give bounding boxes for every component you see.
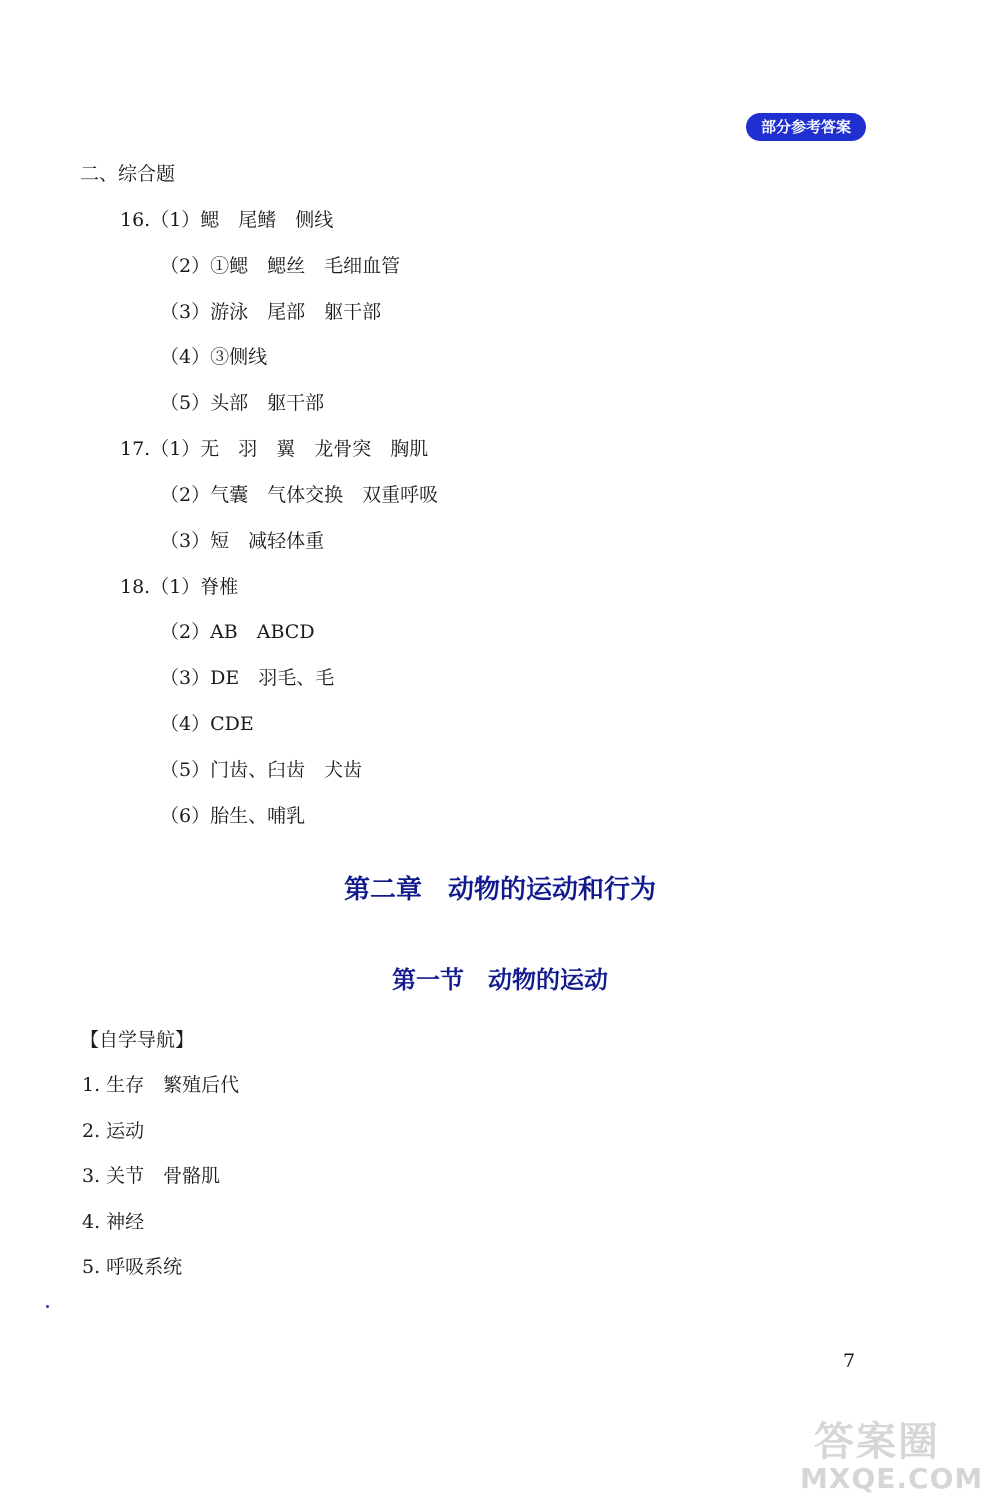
reference-answers-badge: 部分参考答案 xyxy=(746,113,866,141)
watermark-url: MXQE.COM xyxy=(800,1462,984,1495)
guide-item: 3. 关节 骨骼肌 xyxy=(82,1165,221,1187)
chapter-title: 第二章 动物的运动和行为 xyxy=(343,875,656,905)
answer-line: （2）AB ABCD xyxy=(160,621,315,643)
answer-line: （4）CDE xyxy=(160,713,254,735)
blue-dot-mark xyxy=(46,1305,49,1308)
answer-line: （3）短 减轻体重 xyxy=(160,530,325,552)
answer-line: （5）门齿、臼齿 犬齿 xyxy=(160,759,363,781)
guide-item: 2. 运动 xyxy=(82,1120,145,1142)
watermark xyxy=(800,1410,990,1496)
answer-line: （3）DE 羽毛、毛 xyxy=(160,667,335,689)
answer-line: （2）①鳃 鳃丝 毛细血管 xyxy=(160,255,401,277)
guide-item: 5. 呼吸系统 xyxy=(82,1256,183,1278)
page-number: 7 xyxy=(843,1350,856,1372)
guide-item: 1. 生存 繁殖后代 xyxy=(82,1074,240,1096)
answer-line: 17.（1）无 羽 翼 龙骨突 胸肌 xyxy=(120,438,429,460)
answer-line: （6）胎生、哺乳 xyxy=(160,805,306,827)
answer-line: （4）③侧线 xyxy=(160,346,268,368)
lesson-title: 第一节 动物的运动 xyxy=(392,966,608,994)
watermark-logo: 答案圈 xyxy=(814,1419,940,1465)
answer-line: （5）头部 躯干部 xyxy=(160,392,325,414)
answer-line: 18.（1）脊椎 xyxy=(120,576,239,598)
answer-line: 16.（1）鳃 尾鳍 侧线 xyxy=(120,209,334,231)
answer-line: （2）气囊 气体交换 双重呼吸 xyxy=(160,484,439,506)
guide-item: 4. 神经 xyxy=(82,1211,145,1233)
self-study-guide-label: 【自学导航】 xyxy=(80,1029,195,1051)
answer-line: （3）游泳 尾部 躯干部 xyxy=(160,301,382,323)
section-title: 二、综合题 xyxy=(80,163,176,185)
